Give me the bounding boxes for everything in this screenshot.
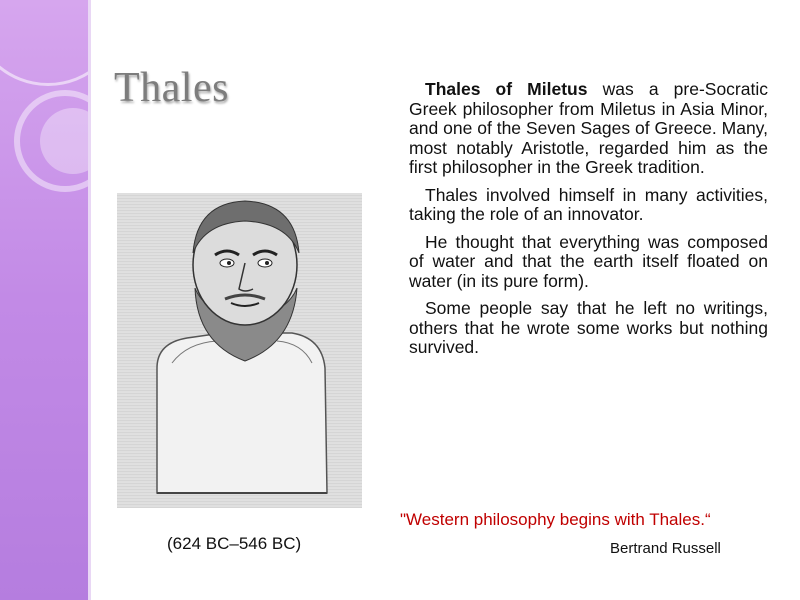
subject-name: Thales of Miletus bbox=[425, 79, 588, 99]
decorative-circle bbox=[40, 108, 106, 174]
quote-text: "Western philosophy begins with Thales.“ bbox=[400, 510, 711, 529]
paragraph-2: Thales involved himself in many activities, taking the role of an innovator. bbox=[409, 184, 768, 224]
life-dates: (624 BC–546 BC) bbox=[167, 534, 302, 553]
quote-author: Bertrand Russell bbox=[610, 540, 721, 557]
thales-bust-image bbox=[117, 193, 362, 508]
decorative-sidebar bbox=[0, 0, 88, 600]
sidebar-divider bbox=[88, 0, 91, 600]
paragraph-1-text: was a pre-Socratic Greek philosopher from Miletus in Asia Minor, and one of the Seven Sages of Greece. Many, most notably Aristotle, regarded him as the first philosopher in the Greek tradition. bbox=[409, 79, 768, 177]
paragraph-1 bbox=[409, 80, 768, 178]
decorative-ring bbox=[0, 0, 126, 86]
description-text bbox=[409, 80, 768, 366]
paragraph-3: He thought that everything was composed of water and that the earth itself floated on water (in its pure form). bbox=[409, 231, 768, 291]
slide-title: Thales bbox=[114, 65, 229, 111]
paragraph-4: Some people say that he left no writings, others that he wrote some works but nothing survived. bbox=[409, 298, 768, 357]
